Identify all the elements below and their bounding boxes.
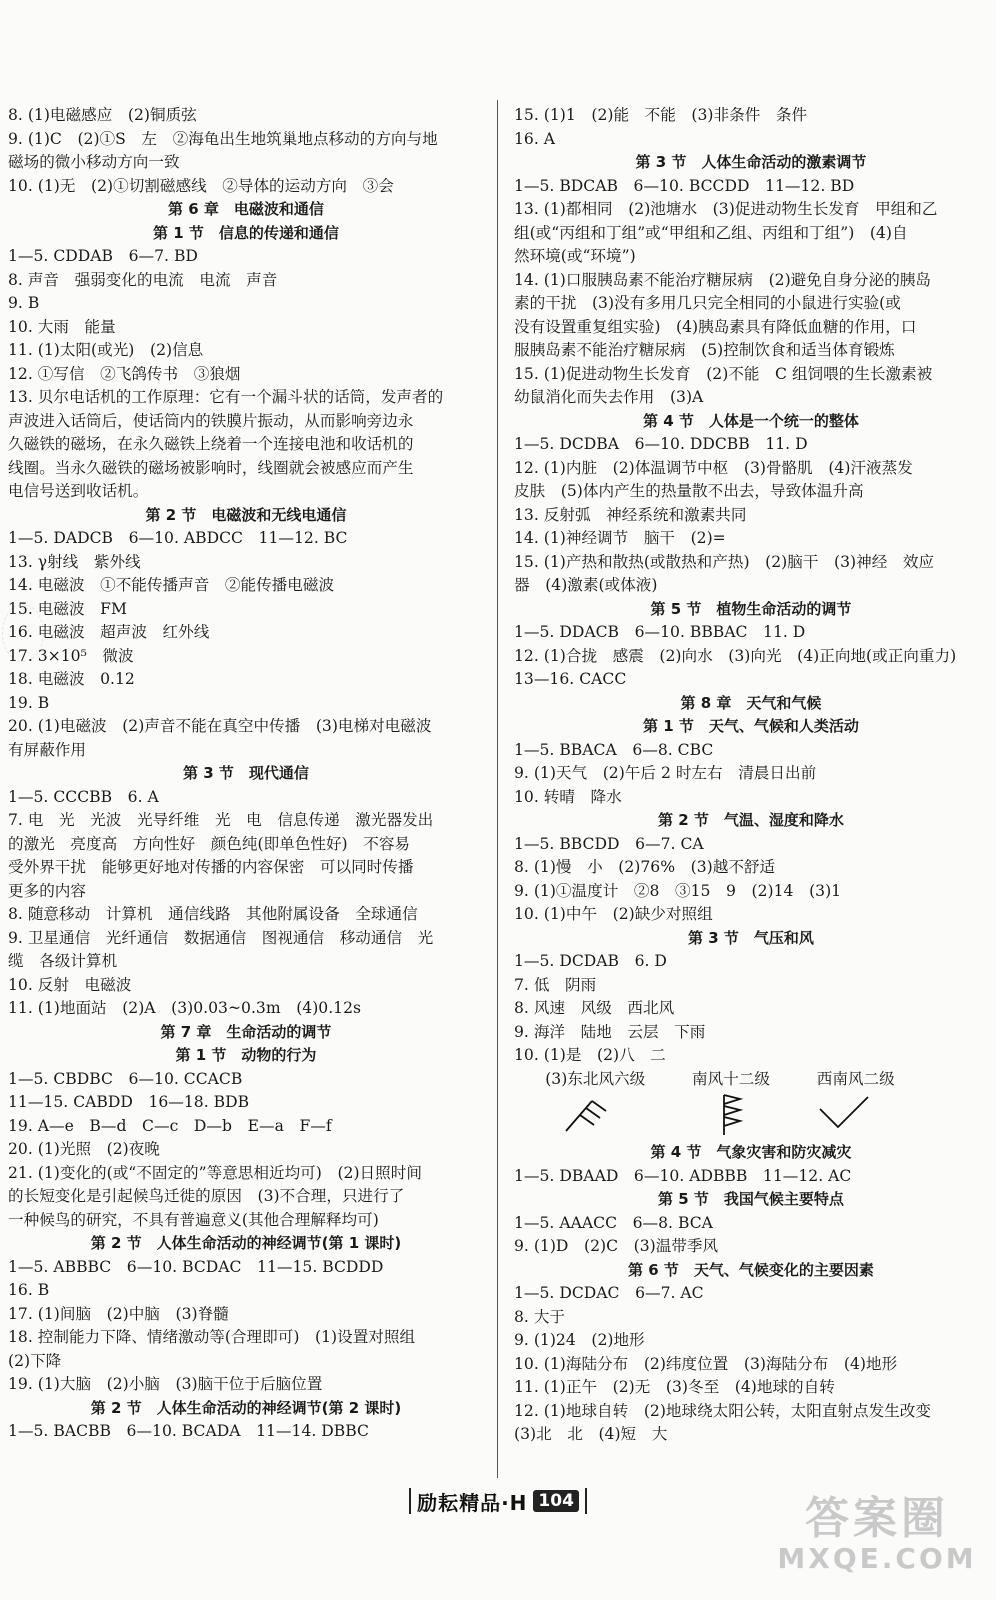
answer-line: 7. 低 阴雨	[514, 975, 597, 994]
answer-line: 声波进入话筒后，使话筒内的铁膜片振动，从而影响旁边永	[8, 411, 414, 430]
section-heading: 第 7 章 生命活动的调节	[160, 1022, 332, 1041]
answer-line: 11. (1)地面站 (2)A (3)0.03~0.3m (4)0.12s	[8, 999, 362, 1017]
wind-symbol-diagrams	[514, 1091, 988, 1141]
answer-line: 1—5. DADCB 6—10. ABDCC 11—12. BC	[8, 529, 348, 547]
answer-line: 8. (1)电磁感应 (2)铜质弦	[8, 106, 197, 124]
answer-line: 7. 电 光 光波 光导纤维 光 电 信息传递 激光器发出	[8, 811, 434, 829]
answer-line: 缆 各级计算机	[8, 952, 118, 970]
answer-line: 器 (4)激素(或体液)	[514, 576, 658, 594]
answer-line: 线圈。当永久磁铁的磁场被影响时，线圈就会被感应而产生	[8, 458, 414, 477]
answer-line: 1—5. CBDBC 6—10. CCACB	[8, 1069, 243, 1088]
answer-line: 8. 风速 风级 西北风	[514, 999, 675, 1017]
answer-line: 18. 电磁波 0.12	[8, 670, 135, 688]
answer-line: 久磁铁的磁场，在永久磁铁上绕着一个连接电池和收话机的	[8, 435, 414, 453]
answer-line: 20. (1)光照 (2)夜晚	[8, 1140, 160, 1158]
section-heading: 第 4 节 气象灾害和防灾减灾	[650, 1143, 852, 1161]
wind-symbol-southwest-2	[820, 1097, 868, 1127]
answer-line: 9. (1)C (2)①S 左 ②海龟出生地筑巢地点移动的方向与地	[8, 129, 438, 148]
answer-line: 9. B	[8, 294, 40, 312]
answer-line: 皮肤 (5)体内产生的热量散不出去，导致体温升高	[514, 482, 864, 500]
answer-line: 10. 反射 电磁波	[8, 975, 132, 994]
watermark-title: 答案圈	[805, 1493, 949, 1544]
answer-line: 16. 电磁波 超声波 红外线	[8, 623, 210, 641]
answer-line: 12. (1)地球自转 (2)地球绕太阳公转，太阳直射点发生改变	[514, 1401, 931, 1420]
answer-line: 19. B	[8, 693, 50, 712]
answer-line: 12. ①写信 ②飞鸽传书 ③狼烟	[8, 364, 241, 383]
answer-line: 1—5. CCCBB 6. A	[8, 787, 159, 806]
answer-line: 电信号送到收话机。	[8, 482, 149, 500]
answer-line: 1—5. BBACA 6—8. CBC	[514, 740, 714, 759]
section-heading: 第 5 节 我国气候主要特点	[658, 1190, 844, 1208]
answer-line: 的长短变化是引起候鸟迁徙的原因 (3)不合理，只进行了	[8, 1187, 405, 1205]
answer-line: 9. (1)24 (2)地形	[514, 1331, 645, 1349]
section-heading: 第 5 节 植物生命活动的调节	[650, 599, 852, 618]
footer-bar-left	[409, 1488, 411, 1514]
section-heading: 第 1 节 信息的传递和通信	[153, 223, 339, 242]
answer-line: 的激光 亮度高 方向性好 颜色纯(即单色性好) 不容易	[8, 834, 411, 853]
left-column	[8, 104, 484, 1444]
answer-line: 1—5. AAACC 6—8. BCA	[514, 1213, 713, 1232]
column-divider	[497, 100, 498, 1478]
answer-line: 10. (1)无 (2)①切割磁感线 ②导体的运动方向 ③会	[8, 176, 394, 195]
answer-line: 14. (1)口服胰岛素不能治疗糖尿病 (2)避免自身分泌的胰岛	[514, 270, 931, 289]
answer-line: (3)北 北 (4)短 大	[514, 1425, 668, 1443]
answer-line: 12. (1)内脏 (2)体温调节中枢 (3)骨骼肌 (4)汗液蒸发	[514, 458, 913, 477]
wind-symbol-south-12	[724, 1095, 740, 1135]
answer-line: 16. A	[514, 129, 556, 148]
answer-line: 21. (1)变化的(或“不固定的”等意思相近均可) (2)日照时间	[8, 1163, 422, 1182]
answer-line: 更多的内容	[8, 881, 86, 900]
answer-line: 11. (1)太阳(或光) (2)信息	[8, 341, 204, 359]
section-heading: 第 3 节 气压和风	[688, 928, 814, 947]
answer-line: 17. 3×10⁵ 微波	[8, 646, 134, 665]
answer-line: 15. (1)1 (2)能 不能 (3)非条件 条件	[514, 106, 808, 124]
answer-line: 10. (1)中午 (2)缺少对照组	[514, 905, 713, 923]
answer-line: 11—15. CABDD 16—18. BDB	[8, 1093, 250, 1111]
answer-line: 15. 电磁波 FM	[8, 599, 127, 618]
answer-line: 8. (1)慢 小 (2)76% (3)越不舒适	[514, 858, 776, 876]
answer-line: 13. γ射线 紫外线	[8, 552, 141, 571]
answer-line: 10. (1)是 (2)八 二	[514, 1046, 666, 1064]
answer-line: 没有设置重复组实验) (4)胰岛素具有降低血糖的作用，口	[514, 317, 917, 336]
wind-symbol-northeast-6	[566, 1101, 606, 1131]
answer-line: 1—5. DBAAD 6—10. ADBBB 11—12. AC	[514, 1166, 852, 1185]
answer-line: 10. 转晴 降水	[514, 787, 622, 806]
answer-line: 10. (1)海陆分布 (2)纬度位置 (3)海陆分布 (4)地形	[514, 1354, 898, 1373]
section-heading: 第 4 节 人体是一个统一的整体	[643, 411, 859, 430]
answer-line: 9. (1)天气 (2)午后 2 时左右 清晨日出前	[514, 764, 817, 782]
right-column	[514, 104, 988, 1447]
answer-line: 1—5. CDDAB 6—7. BD	[8, 247, 198, 265]
answer-line: 1—5. BBCDD 6—7. CA	[514, 834, 704, 853]
wind-symbols	[514, 1091, 988, 1141]
watermark-url: MXQE.COM	[777, 1542, 977, 1575]
answer-line: 磁场的微小移动方向一致	[8, 153, 180, 171]
answer-line: 幼鼠消化而失去作用 (3)A	[514, 388, 704, 406]
answer-line: 1—5. DCDAC 6—7. AC	[514, 1284, 704, 1302]
answer-line: 13. 贝尔电话机的工作原理：它有一个漏斗状的话筒，发声者的	[8, 388, 444, 406]
section-heading: 第 1 节 天气、气候和人类活动	[643, 717, 859, 735]
section-heading: 第 2 节 电磁波和无线电通信	[145, 505, 347, 524]
answer-line: 15. (1)促进动物生长发育 (2)不能 C 组饲喂的生长激素被	[514, 364, 933, 383]
answer-line: 12. (1)合拢 感震 (2)向水 (3)向光 (4)正向地(或正向重力)	[514, 646, 957, 665]
answer-line: 17. (1)间脑 (2)中脑 (3)脊髓	[8, 1304, 229, 1323]
page-number: 104	[533, 1490, 579, 1512]
answer-line: 然环境(或“环境”)	[514, 247, 636, 265]
section-heading: 第 1 节 动物的行为	[175, 1046, 317, 1064]
answer-line: (3)东北风六级 南风十二级 西南风二级	[514, 1069, 895, 1088]
answer-line: 有屏蔽作用	[8, 740, 86, 759]
answer-line: 13. 反射弧 神经系统和激素共同	[514, 505, 747, 524]
section-heading: 第 3 节 现代通信	[183, 764, 309, 782]
section-heading: 第 6 节 天气、气候变化的主要因素	[628, 1260, 874, 1279]
answer-line: 9. (1)①温度计 ②8 ③15 9 (2)14 (3)1	[514, 881, 842, 900]
footer-bar-right	[585, 1488, 587, 1514]
answer-line: 8. 随意移动 计算机 通信线路 其他附属设备 全球通信	[8, 905, 418, 923]
section-heading: 第 8 章 天气和气候	[680, 693, 822, 712]
answer-line: 13—16. CACC	[514, 670, 627, 688]
answer-line: 13. (1)都相同 (2)池塘水 (3)促进动物生长发育 甲组和乙	[514, 200, 938, 218]
section-heading: 第 6 章 电磁波和通信	[168, 200, 324, 218]
answer-line: 8. 大于	[514, 1307, 566, 1326]
answer-line: 1—5. DCDBA 6—10. DDCBB 11. D	[514, 435, 808, 453]
answer-line: 19. (1)大脑 (2)小脑 (3)脑干位于后脑位置	[8, 1375, 323, 1393]
answer-line: 18. 控制能力下降、情绪激动等(合理即可) (1)设置对照组	[8, 1328, 416, 1346]
answer-line: 受外界干扰 能够更好地对传播的内容保密 可以同时传播	[8, 858, 414, 876]
answer-line: 10. 大雨 能量	[8, 317, 116, 336]
answer-line: 组(或“丙组和丁组”或“甲组和乙组、丙组和丁组”) (4)自	[514, 223, 908, 242]
answer-line: 1—5. ABBBC 6—10. BCDAC 11—15. BCDDD	[8, 1257, 384, 1276]
answer-line: 19. A—e B—d C—c D—b E—a F—f	[8, 1116, 332, 1135]
answer-line: 20. (1)电磁波 (2)声音不能在真空中传播 (3)电梯对电磁波	[8, 717, 432, 735]
answer-line: 9. (1)D (2)C (3)温带季风	[514, 1237, 719, 1255]
section-heading: 第 3 节 人体生命活动的激素调节	[635, 153, 867, 171]
answer-line: 15. (1)产热和散热(或散热和产热) (2)脑干 (3)神经 效应	[514, 552, 935, 571]
answer-line: 11. (1)正午 (2)无 (3)冬至 (4)地球的自转	[514, 1378, 835, 1396]
footer-brand: 励耘精品·H	[417, 1490, 528, 1515]
answer-line: 一种候鸟的研究，不具有普遍意义(其他合理解释均可)	[8, 1210, 379, 1229]
answer-line: 素的干扰 (3)没有多用几只完全相同的小鼠进行实验(或	[514, 294, 901, 312]
answer-line: 8. 声音 强弱变化的电流 电流 声音	[8, 270, 278, 289]
section-heading: 第 2 节 人体生命活动的神经调节(第 2 课时)	[90, 1398, 402, 1417]
answer-line: 1—5. DDACB 6—10. BBBAC 11. D	[514, 623, 806, 641]
answer-line: 1—5. DCDAB 6. D	[514, 952, 667, 970]
answer-line: (2)下降	[8, 1351, 62, 1370]
watermark	[772, 1494, 982, 1584]
answer-line: 9. 卫星通信 光纤通信 数据通信 图视通信 移动通信 光	[8, 928, 434, 947]
answer-line: 16. B	[8, 1281, 50, 1299]
answer-line: 1—5. BACBB 6—10. BCADA 11—14. DBBC	[8, 1422, 369, 1440]
answer-line: 服胰岛素不能治疗糖尿病 (5)控制饮食和适当体育锻炼	[514, 341, 895, 359]
section-heading: 第 2 节 人体生命活动的神经调节(第 1 课时)	[90, 1234, 402, 1252]
answer-line: 1—5. BDCAB 6—10. BCCDD 11—12. BD	[514, 176, 855, 195]
answer-line: 14. 电磁波 ①不能传播声音 ②能传播电磁波	[8, 576, 335, 594]
section-heading: 第 2 节 气温、湿度和降水	[658, 811, 844, 829]
answer-line: 14. (1)神经调节 脑干 (2)=	[514, 529, 726, 547]
answer-line: 9. 海洋 陆地 云层 下雨	[514, 1022, 706, 1041]
